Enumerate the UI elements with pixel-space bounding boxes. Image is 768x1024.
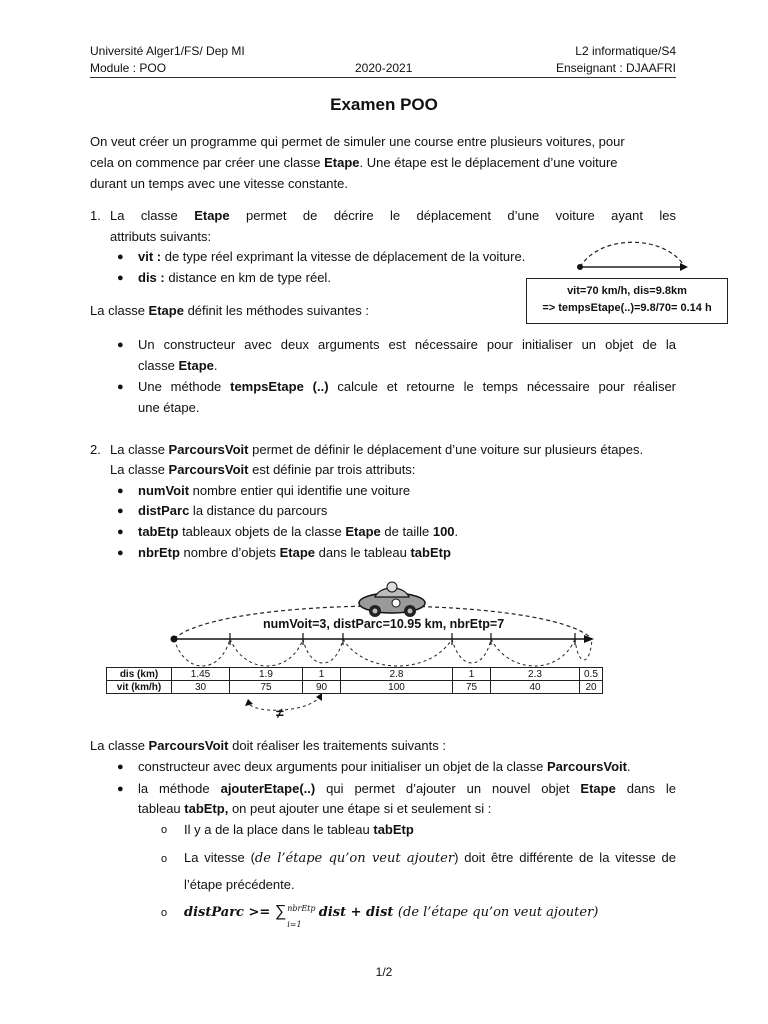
- vit-cell: 20: [580, 681, 603, 694]
- dis-cell: 1.45: [172, 668, 230, 681]
- dis-cell: 2.3: [491, 668, 580, 681]
- bullet-icon: ●: [117, 251, 124, 263]
- condition-3-formula: distParc >= ∑ nbrEtp i=1 dist + dist (de l’étape qu’on veut ajouter): [184, 903, 599, 929]
- course-diagram: [160, 575, 610, 715]
- vit-cell: 100: [341, 681, 453, 694]
- table-row: [107, 668, 603, 681]
- example-box: [526, 278, 728, 324]
- attr-tabetp: tabEtp tableaux objets de la classe Etape de taille 100.: [138, 524, 459, 539]
- vit-cell: 30: [172, 681, 230, 694]
- attr-dis: dis : distance en km de type réel.: [138, 270, 331, 285]
- row-label-vit: vit (km/h): [107, 681, 172, 694]
- attr-numvoit: numVoit nombre entier qui identifie une voiture: [138, 483, 411, 498]
- bullet-icon: ●: [117, 272, 124, 284]
- teacher-label: Enseignant : DJAAFRI: [555, 61, 676, 75]
- example-line-2: => tempsEtape(..)=9.8/70= 0.14 h: [542, 302, 712, 314]
- vit-cell: 40: [491, 681, 580, 694]
- dis-cell: 1: [303, 668, 341, 681]
- section-3-intro: La classe ParcoursVoit doit réaliser les traitements suivants :: [90, 738, 446, 753]
- intro-line-2: cela on commence par créer une classe Etape. Une étape est le déplacement d’une voiture: [90, 155, 618, 170]
- bullet-icon: ●: [117, 485, 124, 497]
- dis-cell: 1.9: [230, 668, 303, 681]
- bullet-icon: ●: [117, 761, 124, 773]
- bullet-icon: ●: [117, 505, 124, 517]
- circle-bullet-icon: o: [161, 907, 168, 919]
- dis-cell: 2.8: [341, 668, 453, 681]
- method-1-line-2: classe Etape.: [138, 358, 218, 373]
- method-2-line-2: une étape.: [138, 400, 200, 415]
- page-title: Examen POO: [330, 95, 438, 114]
- intro-line-1: On veut créer un programme qui permet de simuler une course entre plusieurs voitures, pour: [90, 134, 625, 149]
- treatment-2-line-2: tableau tabEtp, on peut ajouter une étape si et seulement si :: [138, 801, 492, 816]
- attr-distparc: distParc la distance du parcours: [138, 503, 328, 518]
- section-1-line-2: attributs suivants:: [110, 229, 212, 244]
- treatment-1: constructeur avec deux arguments pour initialiser un objet de la classe ParcoursVoit.: [138, 759, 631, 774]
- dis-cell: 1: [453, 668, 491, 681]
- example-line-1: vit=70 km/h, dis=9.8km: [567, 285, 687, 297]
- module-label: Module : POO: [90, 61, 167, 75]
- section-2-line-1: La classe ParcoursVoit permet de définir le déplacement d’une voiture sur plusieurs étapes.: [110, 442, 644, 457]
- bullet-icon: ●: [117, 339, 124, 351]
- university-label: Université Alger1/FS/ Dep MI: [90, 44, 245, 58]
- attr-nbretp: nbrEtp nombre d’objets Etape dans le tableau tabEtp: [138, 545, 451, 560]
- vit-cell: 75: [230, 681, 303, 694]
- circle-bullet-icon: o: [161, 853, 168, 865]
- method-2-line-1: Une méthode tempsEtape (..) calcule et retourne le temps nécessaire pour réaliser: [138, 379, 677, 394]
- section-2-line-2: La classe ParcoursVoit est définie par trois attributs:: [110, 462, 416, 477]
- bullet-icon: ●: [117, 381, 124, 393]
- condition-1: Il y a de la place dans le tableau tabEtp: [184, 822, 414, 837]
- course-label: numVoit=3, distParc=10.95 km, nbrEtp=7: [263, 617, 505, 631]
- treatment-2-line-1: la méthode ajouterEtape(..) qui permet d’ajouter un nouvel objet Etape dans le: [138, 781, 676, 796]
- page-number: 1/2: [375, 965, 393, 979]
- vit-cell: 75: [453, 681, 491, 694]
- section-2-number: 2.: [90, 442, 101, 457]
- header-divider: [90, 77, 676, 78]
- attr-vit: vit : de type réel exprimant la vitesse de déplacement de la voiture.: [138, 249, 526, 264]
- car-icon: [359, 582, 425, 617]
- condition-2-line-1: La vitesse (de l’étape qu’on veut ajouter) doit être différente de la vitesse de: [184, 850, 676, 866]
- level-label: L2 informatique/S4: [575, 44, 676, 58]
- step-arc-diagram: [570, 240, 695, 276]
- bullet-icon: ●: [117, 547, 124, 559]
- bullet-icon: ●: [117, 526, 124, 538]
- dis-cell: 0.5: [580, 668, 603, 681]
- circle-bullet-icon: o: [161, 824, 168, 836]
- section-1-number: 1.: [90, 208, 101, 223]
- method-1-line-1: Un constructeur avec deux arguments est nécessaire pour initialiser un objet de la: [138, 337, 676, 352]
- bullet-icon: ●: [117, 783, 124, 795]
- condition-2-line-2: l’étape précédente.: [184, 877, 295, 892]
- section-1-line-1: La classe Etape permet de décrire le déplacement d’une voiture ayant les: [110, 208, 676, 223]
- year-label: 2020-2021: [355, 61, 413, 75]
- steps-table: [106, 667, 603, 694]
- methods-intro: La classe Etape définit les méthodes suivantes :: [90, 303, 369, 318]
- row-label-dis: dis (km): [107, 668, 172, 681]
- vit-cell: 90: [303, 681, 341, 694]
- not-equal-sign: ≠: [276, 705, 284, 721]
- table-row: [107, 681, 603, 694]
- intro-line-3: durant un temps avec une vitesse constante.: [90, 176, 348, 191]
